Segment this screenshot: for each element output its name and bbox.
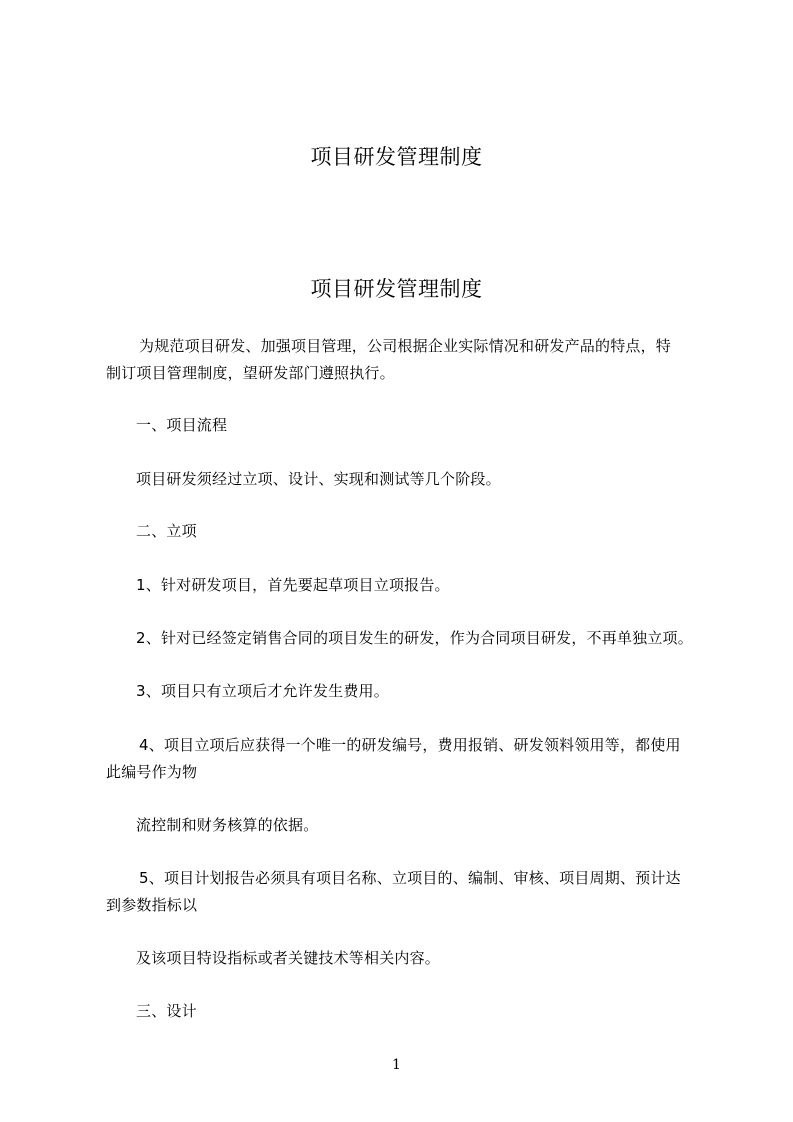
section-3-heading: 三、设计 [136, 1002, 197, 1020]
list-item-3: 3、项目只有立项后才允许发生费用。 [136, 682, 389, 700]
page-title: 项目研发管理制度 [310, 277, 483, 301]
list-item-1: 1、针对研发项目，首先要起草项目立项报告。 [136, 576, 450, 594]
page-number: 1 [392, 1057, 401, 1073]
intro-line-2: 制订项目管理制度，望研发部门遵照执行。 [106, 364, 395, 382]
list-item-2: 2、针对已经签定销售合同的项目发生的研发，作为合同项目研发，不再单独立项。 [136, 629, 693, 647]
section-2-heading: 二、立项 [136, 522, 197, 540]
header-title: 项目研发管理制度 [310, 145, 483, 169]
list-item-4-line-3: 流控制和财务核算的依据。 [136, 816, 319, 834]
list-item-5-line-1: 5、项目计划报告必须具有项目名称、立项目的、编制、审核、项目周期、预计达 [139, 869, 681, 887]
list-item-4-line-1: 4、项目立项后应获得一个唯一的研发编号，费用报销、研发领料领用等，都使用 [139, 736, 681, 754]
list-item-5-line-3: 及该项目特设指标或者关键技术等相关内容。 [136, 949, 441, 967]
list-item-5-line-2: 到参数指标以 [106, 896, 198, 914]
list-item-4-line-2: 此编号作为物 [106, 763, 198, 781]
section-1-text: 项目研发须经过立项、设计、实现和测试等几个阶段。 [136, 470, 501, 488]
section-1-heading: 一、项目流程 [136, 416, 228, 434]
intro-line-1: 为规范项目研发、加强项目管理，公司根据企业实际情况和研发产品的特点，特 [139, 337, 672, 355]
